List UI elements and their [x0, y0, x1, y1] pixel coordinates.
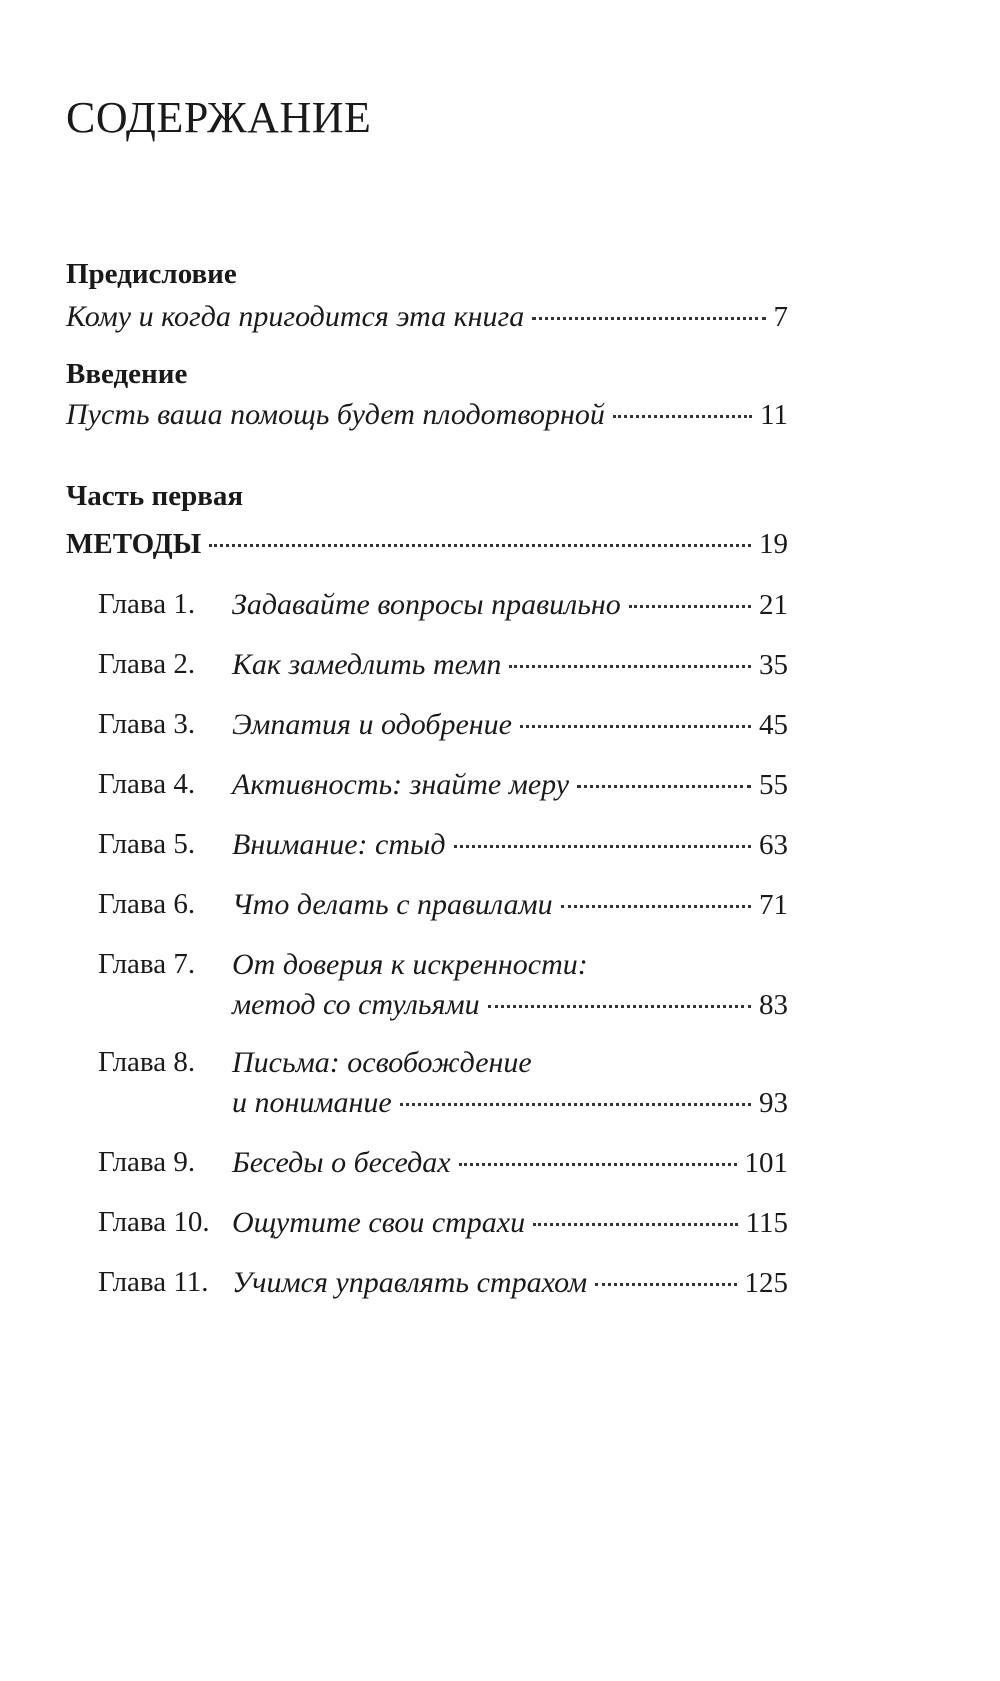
part-heading: Часть первая — [66, 480, 244, 512]
page-title: СОДЕРЖАНИЕ — [66, 93, 372, 142]
page-number: 71 — [759, 889, 788, 921]
chapter-label: Глава 7. — [98, 948, 196, 980]
dot-leader — [209, 544, 751, 547]
chapter-label: Глава 4. — [98, 768, 196, 800]
dot-leader — [488, 1005, 751, 1008]
dot-leader — [629, 605, 751, 608]
chapter-label: Глава 3. — [98, 708, 196, 740]
chapter-title: Внимание: стыд — [232, 828, 446, 861]
chapter-title: метод со стульями — [232, 988, 480, 1021]
chapter-label: Глава 1. — [98, 588, 196, 620]
dot-leader — [533, 1223, 737, 1226]
chapter-title: Эмпатия и одобрение — [232, 708, 512, 741]
dot-leader — [595, 1283, 736, 1286]
chapter-label: Глава 10. — [98, 1206, 210, 1238]
chapter-label: Глава 6. — [98, 888, 196, 920]
chapter-title: Беседы о беседах — [232, 1146, 451, 1179]
chapter-title: Учимся управлять страхом — [232, 1266, 588, 1299]
page-number: 93 — [759, 1087, 788, 1119]
toc-entry-title: Кому и когда пригодится эта книга — [66, 300, 525, 333]
chapter-label: Глава 5. — [98, 828, 196, 860]
chapter-title: Активность: знайте меру — [232, 768, 570, 801]
page-number: 7 — [773, 301, 788, 333]
dot-leader — [400, 1103, 751, 1106]
dot-leader — [532, 317, 765, 320]
toc-chapter[interactable] — [98, 708, 788, 748]
toc-chapter[interactable] — [98, 648, 788, 688]
page-number: 63 — [759, 829, 788, 861]
chapter-title: Как замедлить темп — [232, 648, 502, 681]
dot-leader — [577, 785, 751, 788]
dot-leader — [509, 665, 751, 668]
chapter-label: Глава 2. — [98, 648, 196, 680]
dot-leader — [454, 845, 751, 848]
toc-chapter[interactable] — [98, 1266, 788, 1306]
toc-chapter[interactable] — [98, 828, 788, 868]
page-number: 83 — [759, 989, 788, 1021]
toc-chapter[interactable] — [98, 1146, 788, 1186]
page-number: 115 — [745, 1207, 788, 1239]
page-number: 125 — [744, 1267, 788, 1299]
toc-chapter[interactable] — [98, 588, 788, 628]
part-title: МЕТОДЫ — [66, 528, 202, 560]
chapter-title: Задавайте вопросы правильно — [232, 588, 621, 621]
chapter-label: Глава 8. — [98, 1046, 196, 1078]
dot-leader — [613, 415, 752, 418]
toc-chapter[interactable] — [98, 888, 788, 928]
page-number: 11 — [760, 399, 788, 431]
chapter-label: Глава 9. — [98, 1146, 196, 1178]
chapter-title-line1: Письма: освобождение — [232, 1046, 532, 1079]
toc-chapter[interactable] — [98, 1206, 788, 1246]
intro-heading: Введение — [66, 358, 188, 390]
chapter-title-line1: От доверия к искренности: — [232, 948, 588, 981]
toc-chapter[interactable] — [98, 768, 788, 808]
dot-leader — [561, 905, 751, 908]
toc-chapter[interactable] — [98, 948, 788, 1038]
page-number: 55 — [759, 769, 788, 801]
toc-entry-part1[interactable] — [66, 528, 788, 568]
toc-entry-intro[interactable] — [66, 398, 788, 438]
chapter-title: Что делать с правилами — [232, 888, 553, 921]
chapter-title: Ощутите свои страхи — [232, 1206, 526, 1239]
page-number: 101 — [744, 1147, 788, 1179]
toc-chapter[interactable] — [98, 1046, 788, 1136]
toc-entry-title: Пусть ваша помощь будет плодотворной — [66, 398, 605, 431]
dot-leader — [520, 725, 751, 728]
chapter-title: и понимание — [232, 1086, 392, 1119]
page-number: 35 — [759, 649, 788, 681]
page-number: 21 — [759, 589, 788, 621]
page-number: 45 — [759, 709, 788, 741]
preface-heading: Предисловие — [66, 258, 237, 290]
page-number: 19 — [759, 528, 788, 560]
dot-leader — [459, 1163, 737, 1166]
chapter-label: Глава 11. — [98, 1266, 209, 1298]
toc-entry-preface[interactable] — [66, 300, 788, 340]
